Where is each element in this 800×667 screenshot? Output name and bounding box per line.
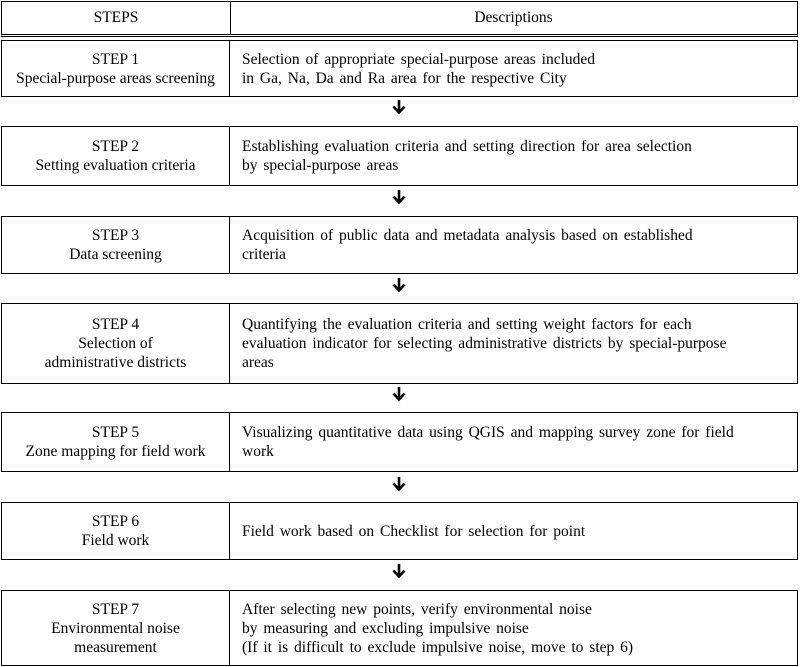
arrow-down-icon — [391, 476, 407, 492]
step-3-title-line: Data screening — [69, 246, 162, 263]
step-4-desc-line: Quantifying the evaluation criteria and setting weight factors for each — [242, 316, 692, 333]
step-4-box — [1, 303, 798, 384]
step-5-description — [230, 413, 797, 471]
step-4-title-line: Selection of — [78, 335, 153, 352]
step-2-description — [230, 127, 797, 185]
arrow-down-icon — [391, 99, 407, 115]
step-3-box — [1, 216, 798, 274]
step-1-box — [1, 40, 798, 97]
step-5-label: STEP 5 — [91, 424, 140, 441]
step-1-desc-line: in Ga, Na, Da and Ra area for the respective City — [242, 69, 567, 87]
descriptions-column-header: Descriptions — [474, 9, 553, 26]
step-4-label: STEP 4 — [91, 316, 140, 333]
step-7-description — [230, 591, 797, 665]
step-5-desc-line: Visualizing quantitative data using QGIS and mapping survey zone for field — [242, 424, 734, 441]
step-6-title-cell — [2, 503, 230, 559]
step-3-desc-line: criteria — [242, 246, 286, 263]
step-6-label: STEP 6 — [91, 513, 140, 530]
step-2-label: STEP 2 — [91, 138, 140, 155]
arrow-down-icon — [391, 563, 407, 579]
step-1-description — [230, 41, 797, 96]
arrow-down-icon — [391, 189, 407, 205]
step-2-title-cell — [2, 127, 230, 185]
steps-column-header: STEPS — [2, 2, 231, 34]
step-3-label: STEP 3 — [91, 227, 140, 244]
step-3-desc-line: Acquisition of public data and metadata analysis based on established — [242, 227, 693, 244]
table-header — [1, 1, 798, 37]
step-1-desc-line: Selection of appropriate special-purpose areas included — [242, 50, 596, 68]
arrow-down-icon — [391, 277, 407, 293]
step-6-title-line: Field work — [81, 532, 150, 549]
step-7-box — [1, 590, 798, 666]
step-2-desc-line: Establishing evaluation criteria and setting direction for area selection — [242, 138, 692, 155]
step-2-desc-line: by special-purpose areas — [242, 157, 399, 174]
step-7-title-cell — [2, 591, 230, 665]
step-4-desc-line: evaluation indicator for selecting administrative districts by special-purpose — [242, 335, 727, 352]
step-6-description — [230, 503, 797, 559]
step-5-desc-line: work — [242, 443, 274, 460]
step-7-desc-line: by measuring and excluding impulsive noise — [242, 619, 529, 637]
step-6-box — [1, 502, 798, 560]
step-1-title-cell — [2, 41, 230, 96]
step-4-desc-line: areas — [242, 354, 274, 371]
step-2-box — [1, 126, 798, 186]
step-7-desc-line: After selecting new points, verify environmental noise — [242, 600, 592, 618]
step-1-label: STEP 1 — [91, 50, 140, 68]
step-7-title-line: measurement — [74, 638, 157, 656]
arrow-down-icon — [391, 386, 407, 402]
step-6-desc-line: Field work based on Checklist for selection for point — [242, 522, 586, 540]
step-4-description — [230, 304, 797, 383]
step-7-title-line: Environmental noise — [51, 619, 180, 637]
step-3-description — [230, 217, 797, 273]
step-1-title-line: Special-purpose areas screening — [16, 69, 215, 87]
step-5-box — [1, 412, 798, 472]
step-7-label: STEP 7 — [91, 600, 140, 618]
step-7-desc-line: (If it is difficult to exclude impulsive noise, move to step 6) — [242, 638, 634, 656]
step-5-title-cell — [2, 413, 230, 471]
step-5-title-line: Zone mapping for field work — [25, 443, 206, 460]
step-4-title-line: administrative districts — [44, 354, 187, 371]
step-2-title-line: Setting evaluation criteria — [35, 157, 196, 174]
step-3-title-cell — [2, 217, 230, 273]
step-4-title-cell — [2, 304, 230, 383]
